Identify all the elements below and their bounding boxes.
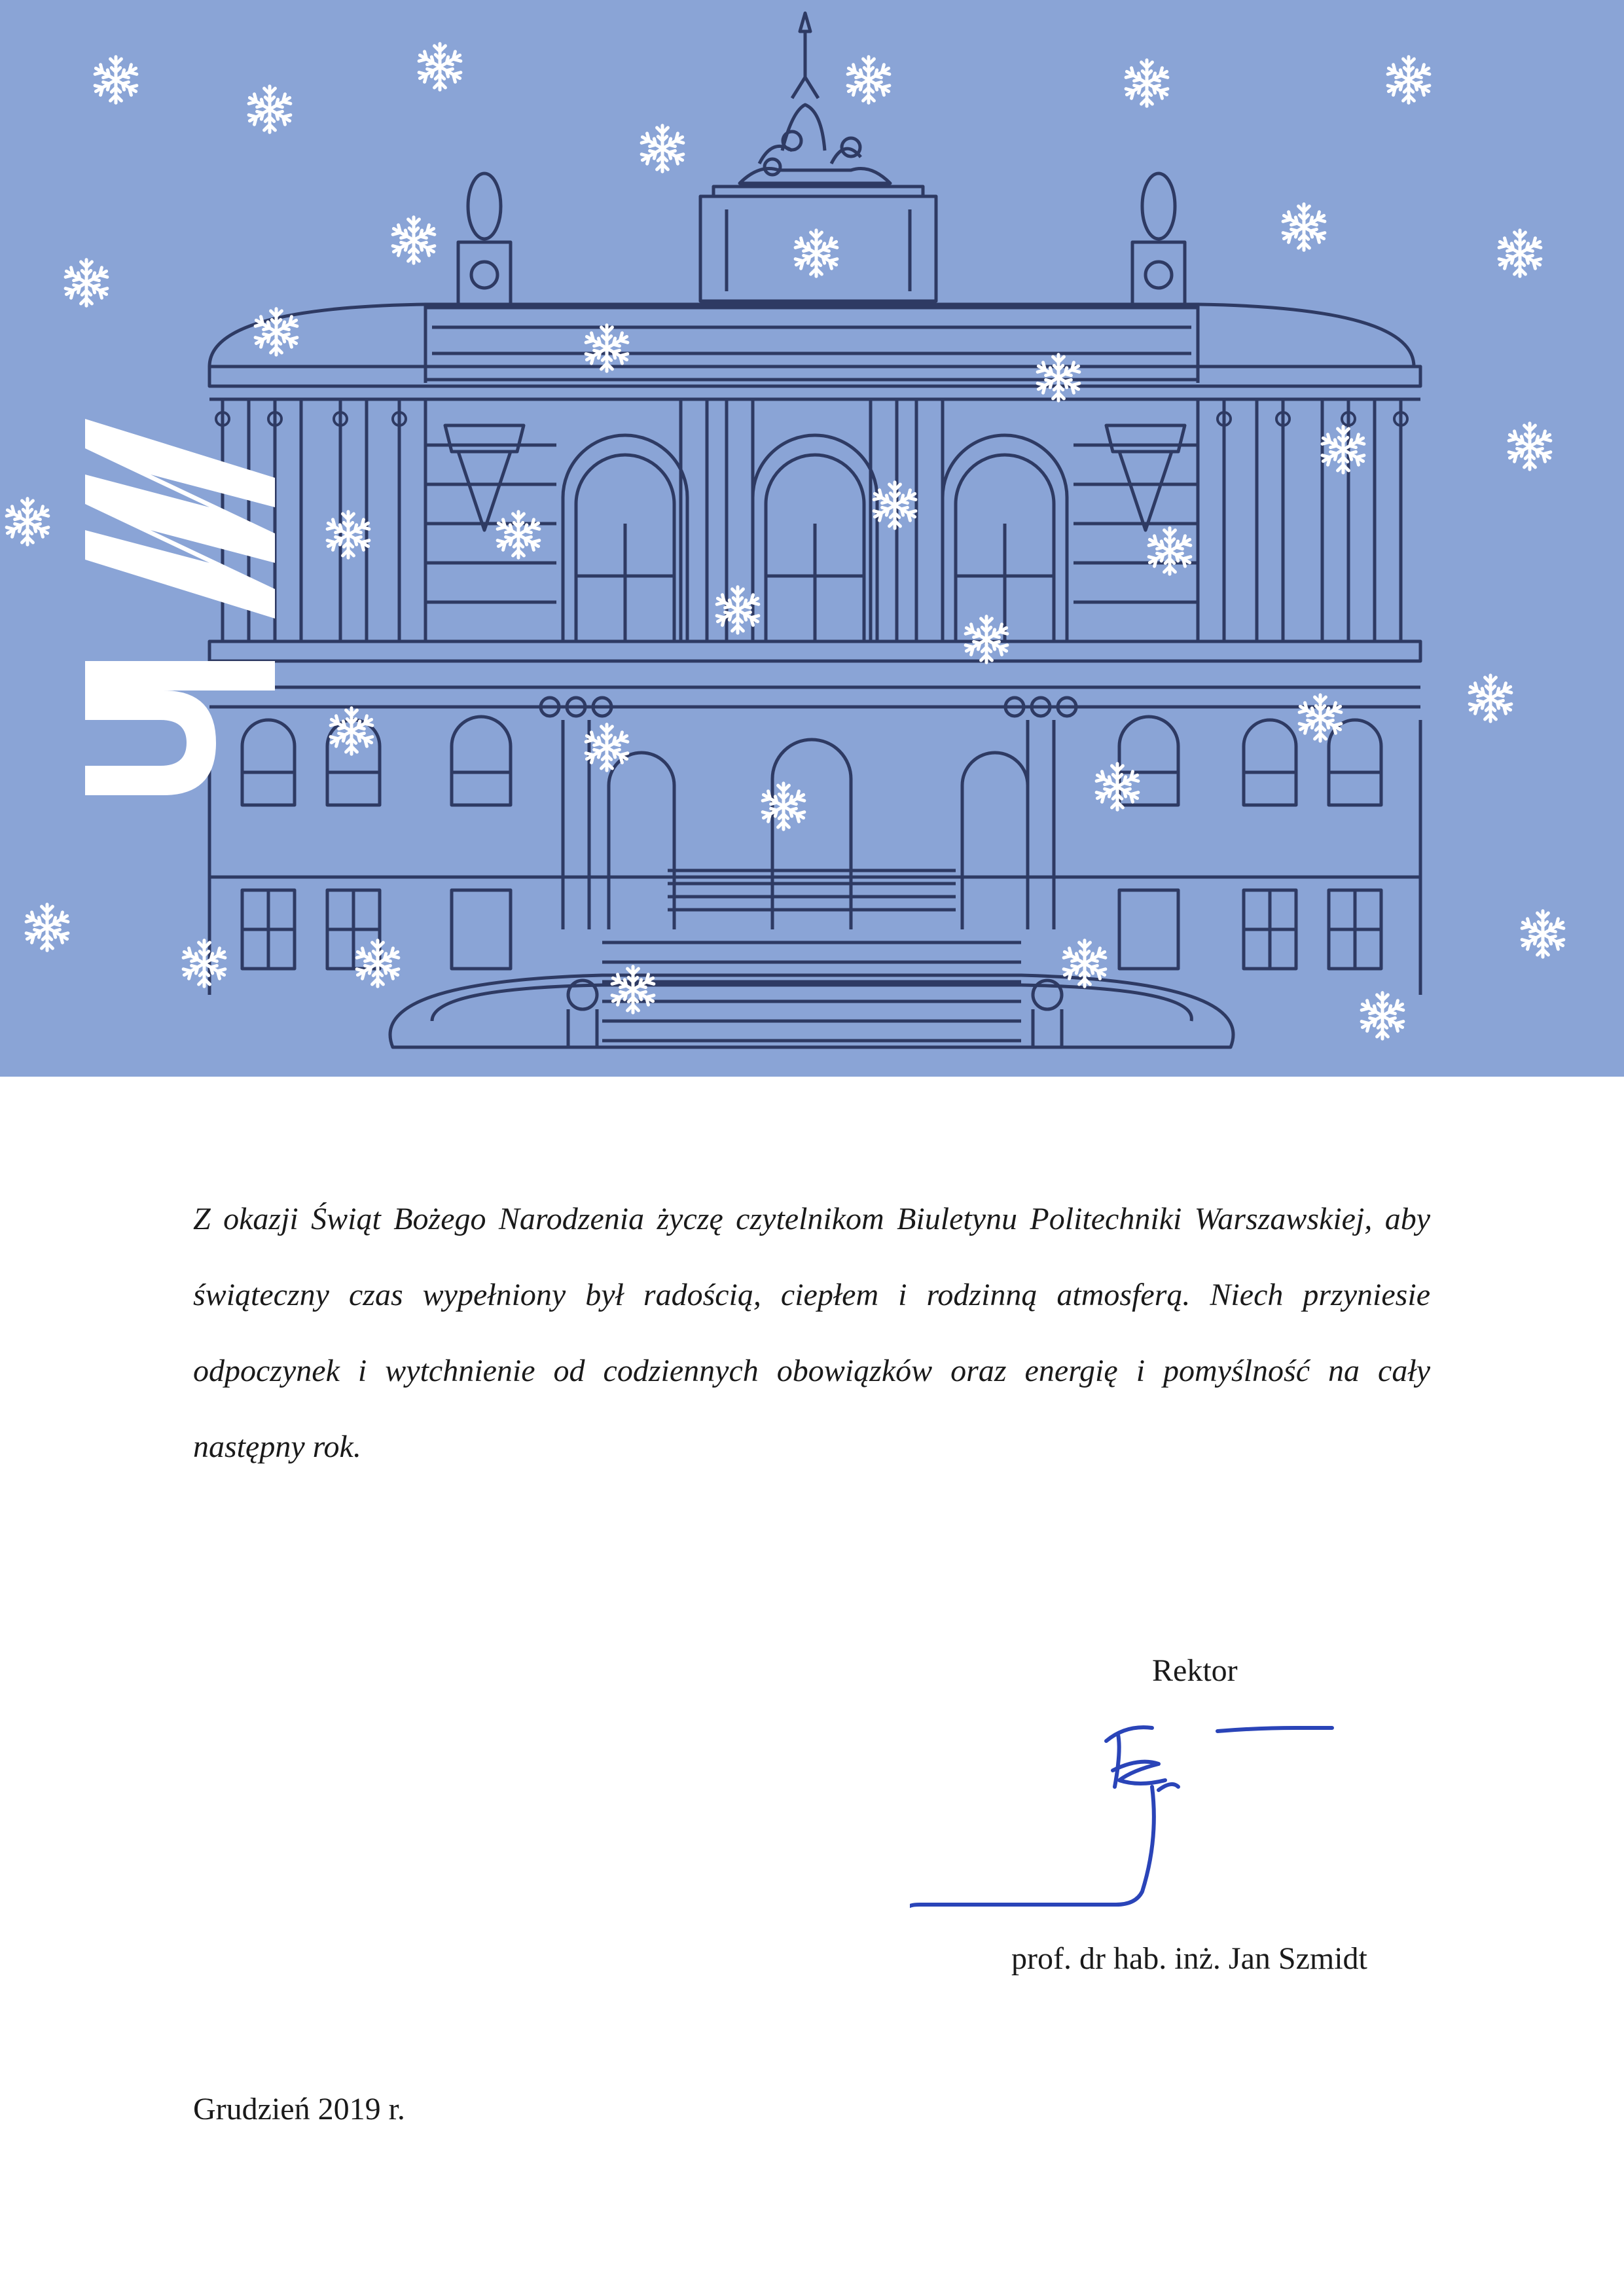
snowflake-icon (710, 583, 765, 637)
snowflake-icon (324, 704, 379, 759)
header-banner (0, 0, 1624, 1077)
snowflake-icon (20, 900, 75, 955)
snowflake-icon (1293, 691, 1348, 745)
snowflake-icon (88, 52, 143, 107)
snowflake-icon (635, 121, 690, 176)
snowflake-icon (177, 936, 232, 991)
snowflake-icon (841, 52, 896, 107)
snowflake-icon (249, 304, 304, 359)
snowflake-icon (1492, 226, 1547, 281)
snowflake-icon (789, 226, 844, 281)
snowflake-icon (959, 612, 1014, 667)
snowflake-icon (1316, 422, 1371, 477)
letter-date: Grudzień 2019 r. (193, 2092, 405, 2126)
snowflake-icon (1381, 52, 1436, 107)
snowflake-icon (59, 255, 114, 310)
snowflake-icon (1463, 671, 1518, 726)
snowflake-icon (412, 39, 467, 94)
snowflake-icon (0, 494, 55, 549)
snowflake-icon (579, 720, 634, 775)
snowflake-icon (491, 507, 546, 562)
snowflake-icon (1355, 988, 1410, 1043)
rector-title: Rektor (1152, 1653, 1238, 1688)
snowflake-icon (867, 478, 922, 533)
snowflake-icon (1142, 524, 1197, 579)
handwritten-signature (910, 1702, 1381, 1918)
snowflake-icon (579, 321, 634, 376)
pw-logo (72, 393, 281, 838)
snowflake-icon (1119, 56, 1174, 111)
snowflake-icon (1031, 350, 1086, 405)
rector-name: prof. dr hab. inż. Jan Szmidt (1011, 1941, 1367, 1976)
snowflake-icon (756, 779, 811, 834)
greeting-text: Z okazji Świąt Bożego Narodzenia życzę czytelnikom Biuletynu Politechniki Warszawskiej, aby świąteczny czas wypełniony był radością, ciepłem i rodzinną atmosferą. Niech przyniesie odpoczynek i wytchnienie od codziennych obowiązków oraz energię i pomyślność na cały następny rok. (193, 1202, 1430, 1464)
snowflake-icon (242, 82, 297, 137)
snowflake-icon (321, 507, 376, 562)
snowflake-icon (1515, 906, 1570, 961)
snowflake-icon (1502, 419, 1557, 474)
snowflake-icon (350, 936, 405, 991)
snowflake-icon (1090, 759, 1145, 814)
snowflake-icon (386, 213, 441, 268)
snowflake-icon (605, 962, 660, 1017)
snowflake-icon (1057, 936, 1112, 991)
snowflake-icon (1276, 200, 1331, 255)
